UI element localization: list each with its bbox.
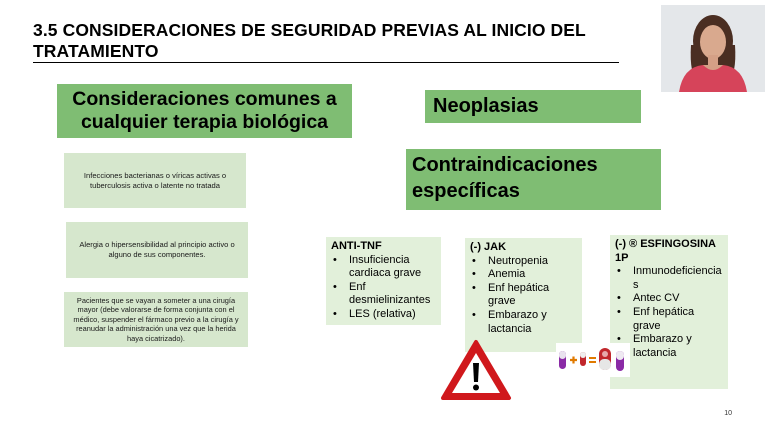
anti-tnf-header: ANTI-TNF bbox=[331, 240, 382, 252]
list-item: • Embarazo y lactancia bbox=[615, 333, 723, 360]
list-item: • Neutropenia bbox=[470, 255, 577, 269]
neoplasias-box bbox=[425, 90, 641, 123]
list-item: • Embarazo y lactancia bbox=[470, 309, 577, 336]
common-considerations-header bbox=[57, 84, 352, 138]
esfingosina-header: (-) ® ESFINGOSINA 1P bbox=[615, 238, 716, 264]
consideration-infections bbox=[64, 153, 246, 208]
consideration-text: Pacientes que se vayan a someter a una cirugía mayor (debe valorarse de forma conjunta con el médico, suspender el fármaco previo a la cirugía y reanudar la administración una vez que la herida haya cicatrizado). bbox=[73, 295, 239, 343]
jak-header: (-) JAK bbox=[470, 241, 507, 253]
contraindications-box bbox=[406, 149, 661, 210]
list-item: • Antec CV bbox=[615, 292, 723, 306]
list-item: • Anemia bbox=[470, 268, 577, 282]
page-number: 10 bbox=[724, 410, 732, 417]
presenter-silhouette bbox=[661, 5, 765, 92]
pills-plus-equals-icon bbox=[556, 343, 630, 377]
warning-triangle-icon bbox=[440, 339, 512, 402]
slide-title: 3.5 CONSIDERACIONES DE SEGURIDAD PREVIAS AL INICIO DEL TRATAMIENTO bbox=[33, 20, 586, 61]
list-item: • Inmunodeficiencias bbox=[615, 265, 723, 292]
presenter-video[interactable] bbox=[661, 5, 765, 92]
consideration-allergy bbox=[66, 222, 248, 278]
list-item: • Enf desmielinizantes bbox=[331, 281, 436, 308]
list-item: • Enf hepática grave bbox=[615, 306, 723, 333]
anti-tnf-box bbox=[326, 237, 441, 325]
consideration-surgery bbox=[64, 292, 248, 347]
consideration-text: Infecciones bacterianas o víricas activas o tuberculosis activa o latente no tratada bbox=[83, 170, 227, 190]
consideration-text: Alergia o hipersensibilidad al principio activo o alguno de sus componentes. bbox=[79, 240, 235, 259]
common-considerations-label: Consideraciones comunes a cualquier terapia biológica bbox=[72, 88, 337, 133]
jak-box bbox=[465, 238, 582, 352]
list-item: • Enf hepática grave bbox=[470, 282, 577, 309]
contraindications-label: Contraindicaciones específicas bbox=[412, 154, 598, 202]
list-item: • LES (relativa) bbox=[331, 308, 436, 322]
neoplasias-label: Neoplasias bbox=[433, 95, 539, 117]
title-underline bbox=[33, 62, 619, 63]
list-item: • Insuficiencia cardiaca grave bbox=[331, 254, 436, 281]
